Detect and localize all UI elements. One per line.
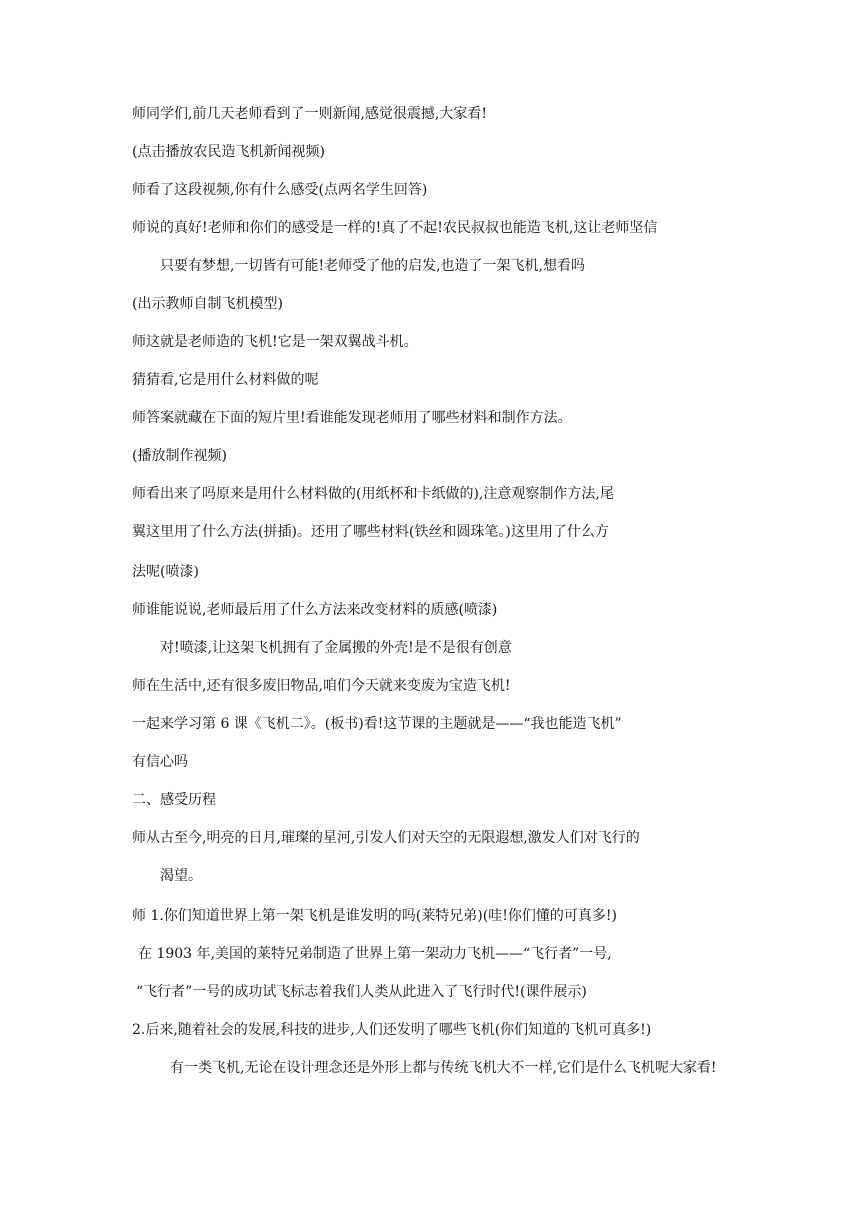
- paragraph-line: 师在生活中,还有很多废旧物品,咱们今天就来变废为宝造飞机!: [132, 678, 511, 694]
- paragraph-line: 有一类飞机,无论在设计理念还是外形上都与传统飞机大不一样,它们是什么飞机呢大家看!: [170, 1060, 717, 1076]
- paragraph-line: 翼这里用了什么方法(拼插)。还用了哪些材料(铁丝和圆珠笔。)这里用了什么方: [132, 524, 609, 540]
- paragraph-line: 师从古至今,明亮的日月,璀璨的星河,引发人们对天空的无限遐想,激发人们对飞行的: [132, 830, 640, 846]
- paragraph-line: 渴望。: [160, 868, 202, 884]
- paragraph-line: 对!喷漆,让这架飞机拥有了金属搬的外壳!是不是很有创意: [160, 640, 512, 656]
- paragraph-line: 师看出来了吗原来是用什么材料做的(用纸杯和卡纸做的),注意观察制作方法,尾: [132, 486, 614, 502]
- paragraph-line: 师 1.你们知道世界上第一架飞机是谁发明的吗(莱特兄弟)(哇!你们懂的可真多!): [132, 908, 617, 924]
- paragraph-line: 师答案就藏在下面的短片里!看谁能发现老师用了哪些材料和制作方法。: [132, 410, 572, 426]
- section-heading: 二、感受历程: [132, 792, 216, 808]
- paragraph-line: 法呢(喷漆): [132, 564, 199, 580]
- paragraph-line: (点击播放农民造飞机新闻视频): [132, 144, 325, 160]
- paragraph-line: 师谁能说说,老师最后用了什么方法来改变材料的质感(喷漆): [132, 602, 498, 618]
- paragraph-line: 在 1903 年,美国的莱特兄弟制造了世界上第一架动力飞机——“飞行者”一号,: [138, 946, 612, 962]
- paragraph-line: 师同学们,前几天老师看到了一则新闻,感觉很震撼,大家看!: [132, 106, 487, 122]
- paragraph-line: 师看了这段视频,你有什么感受(点两名学生回答): [132, 182, 428, 198]
- paragraph-line: (出示教师自制飞机模型): [132, 296, 283, 312]
- paragraph-line: 师说的真好!老师和你们的感受是一样的!真了不起!农民叔叔也能造飞机,这让老师坚信: [132, 220, 658, 236]
- paragraph-line: (播放制作视频): [132, 448, 227, 464]
- paragraph-line: 有信心吗: [132, 754, 188, 770]
- paragraph-line: 只要有梦想,一切皆有可能!老师受了他的启发,也造了一架飞机,想看吗: [160, 258, 585, 274]
- paragraph-line: 师这就是老师造的飞机!它是一架双翼战斗机。: [132, 334, 418, 350]
- paragraph-line: 猜猜看,它是用什么材料做的呢: [132, 372, 319, 388]
- paragraph-line: 2.后来,随着社会的发展,科技的进步,人们还发明了哪些飞机(你们知道的飞机可真多!): [132, 1022, 652, 1038]
- paragraph-line: “飞行者”一号的成功试飞标志着我们人类从此进入了飞行时代!(课件展示): [136, 984, 587, 1000]
- paragraph-line: 一起来学习第 6 课《飞机二》。(板书)看!这节课的主题就是——“我也能造飞机”: [132, 716, 622, 732]
